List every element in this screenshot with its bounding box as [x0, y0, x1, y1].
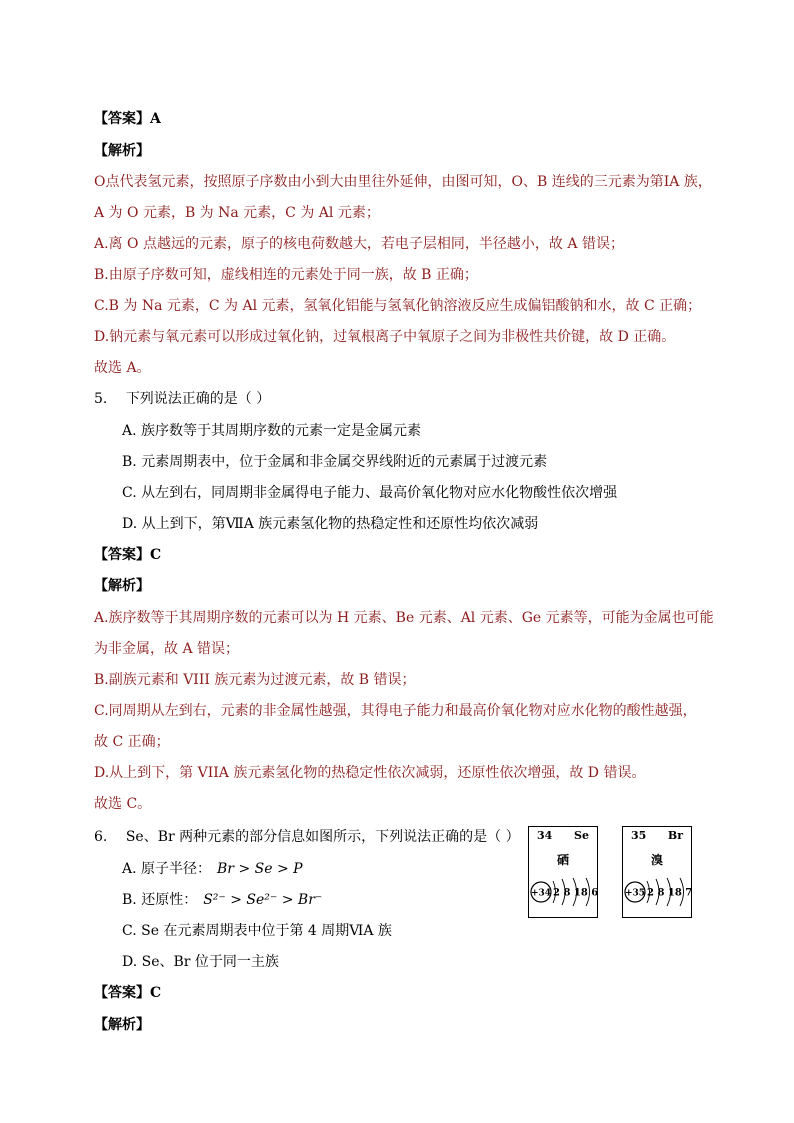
q6-option-a [122, 860, 303, 878]
q5-number: 5. [94, 391, 108, 407]
atomic-number: 34 [537, 829, 553, 842]
element-card-br [622, 826, 692, 918]
q5-analysis-label: 【解析】 [94, 578, 150, 594]
q6-answer-label: 【答案】C [94, 985, 162, 1001]
q5-analysis-line: 故选 C。 [94, 796, 152, 812]
q6-option-b-prefix: B. 还原性： [122, 892, 198, 908]
q6-option-d: D. Se、Br 位于同一主族 [122, 954, 279, 970]
q5-stem [94, 390, 270, 408]
q4-analysis-line: A 为 O 元素，B 为 Na 元素，C 为 Al 元素； [94, 205, 380, 221]
atom-structure-diagram [529, 873, 599, 913]
q4-analysis-line: B.由原子序数可知，虚线相连的元素处于同一族，故 B 正确； [94, 267, 478, 283]
nucleus-charge: +34 [530, 888, 552, 899]
q5-option-a: A. 族序数等于其周期序数的元素一定是金属元素 [122, 423, 422, 439]
nucleus-charge: +35 [624, 888, 646, 899]
q5-stem-text: 下列说法正确的是（ ） [125, 391, 271, 407]
q5-analysis-line: C.同周期从左到右，元素的非金属性越强，其得电子能力和最高价氧化物对应水化物的酸性越强， [94, 703, 697, 719]
q6-option-a-prefix: A. 原子半径： [122, 861, 212, 877]
element-card-se [528, 826, 598, 918]
q5-option-d: D. 从上到下，第ⅦA 族元素氢化物的热稳定性和还原性均依次减弱 [122, 516, 539, 532]
q6-option-b [122, 891, 322, 909]
q4-analysis-line: A.离 O 点越远的元素，原子的核电荷数越大，若电子层相同，半径越小，故 A 错误； [94, 236, 624, 252]
element-name: 硒 [556, 853, 569, 867]
q6-number: 6. [94, 829, 108, 845]
q5-analysis-line: B.副族元素和 VIII 族元素为过渡元素，故 B 错误； [94, 672, 416, 688]
atomic-number: 35 [631, 829, 647, 842]
q6-stem-text: Se、Br 两种元素的部分信息如图所示，下列说法正确的是（ ） [125, 829, 520, 845]
q6-option-b-formula: S²⁻ > Se²⁻ > Br⁻ [203, 892, 323, 908]
q6-stem [94, 828, 520, 846]
q4-analysis-line: C.B 为 Na 元素，C 为 Al 元素，氢氧化铝能与氢氧化钠溶液反应生成偏铝酸钠和水，故 C 正确； [94, 298, 702, 314]
element-name: 溴 [650, 853, 663, 867]
q5-analysis-line: D.从上到下，第 VIIA 族元素氢化物的热稳定性依次减弱，还原性依次增强，故 D 错误。 [94, 765, 646, 781]
q5-analysis-line: A.族序数等于其周期序数的元素可以为 H 元素、Be 元素、Al 元素、Ge 元素等，可能为金属也可能 [94, 610, 714, 626]
element-symbol: Br [667, 829, 683, 842]
q4-answer-label: 【答案】A [94, 111, 161, 127]
electron-shell-counts: 2 8 18 6 [553, 887, 599, 899]
q4-analysis-line: D.钠元素与氧元素可以形成过氧化钠，过氧根离子中氧原子之间为非极性共价键，故 D 正确。 [94, 329, 676, 345]
q4-analysis-label: 【解析】 [94, 143, 150, 159]
q6-analysis-label: 【解析】 [94, 1017, 150, 1033]
element-symbol: Se [574, 829, 589, 842]
q6-option-c: C. Se 在元素周期表中位于第 4 周期ⅥA 族 [122, 923, 392, 939]
atom-structure-diagram [623, 873, 693, 913]
q4-analysis-line: 故选 A。 [94, 360, 151, 376]
q5-analysis-line: 故 C 正确； [94, 734, 170, 750]
q4-analysis-line: O点代表氢元素，按照原子序数由小到大由里往外延伸，由图可知，O、B 连线的三元素为第ⅠA 族， [94, 174, 712, 190]
q5-analysis-line: 为非金属，故 A 错误； [94, 641, 240, 657]
q6-option-a-formula: Br > Se > P [217, 861, 303, 877]
electron-shell-counts: 2 8 18 7 [647, 887, 693, 899]
q5-option-c: C. 从左到右，同周期非金属得电子能力、最高价氧化物对应水化物酸性依次增强 [122, 485, 618, 501]
q5-answer-label: 【答案】C [94, 547, 162, 563]
q5-option-b: B. 元素周期表中，位于金属和非金属交界线附近的元素属于过渡元素 [122, 454, 548, 470]
